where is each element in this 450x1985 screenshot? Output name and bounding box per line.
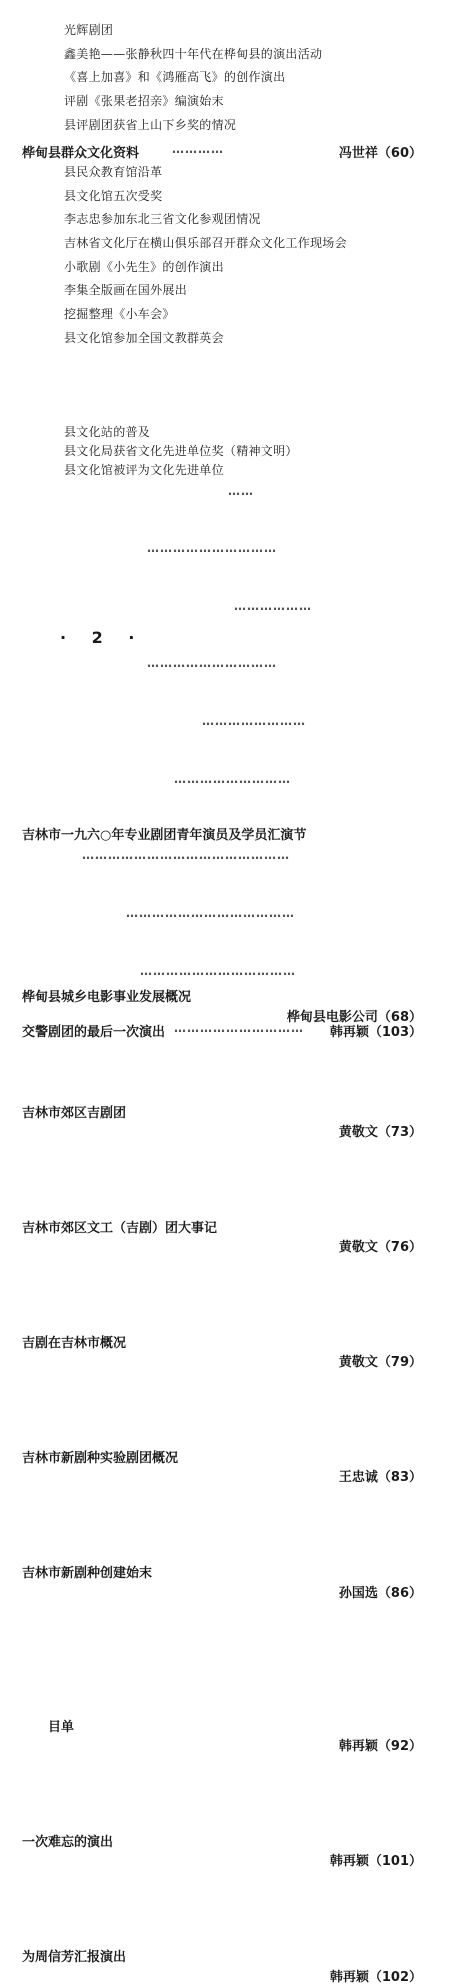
toc-entry-author-page: 冯世祥（60） bbox=[338, 146, 422, 161]
toc-entry-author-page: 韩再颖（101） bbox=[329, 1854, 422, 1870]
toc-entry-title: 目单 bbox=[48, 1719, 75, 1735]
toc-entry-title: 桦甸县群众文化资料 bbox=[22, 146, 140, 161]
toc-entry-title: 一次难忘的演出 bbox=[22, 1835, 114, 1851]
toc-entry-banhua: 李集全版画在国外展出 bbox=[64, 283, 188, 297]
toc-leader-dots: ……………… bbox=[234, 598, 312, 613]
toc-leader-dots: …………………… bbox=[202, 714, 306, 728]
toc-entry-minzhong: 县民众教育馆沿革 bbox=[64, 165, 163, 179]
toc-entry-title: 吉林市郊区文工（吉剧）团大事记 bbox=[22, 1220, 218, 1236]
toc-entry-xiaochehui: 挖掘整理《小车会》 bbox=[64, 307, 175, 321]
toc-entry-qunyinghui: 县文化馆参加全国文教群英会 bbox=[64, 331, 224, 345]
toc-entry-author-page: 黄敬文（73） bbox=[338, 1124, 422, 1140]
toc-entry-author-page: 王忠诚（83） bbox=[338, 1470, 422, 1486]
toc-entry-wuci: 县文化馆五次受奖 bbox=[64, 189, 163, 203]
toc-entry-xianjindanwei: 县文化馆被评为文化先进单位 bbox=[64, 463, 224, 478]
toc-leader-dots: ……………………………… bbox=[140, 963, 296, 978]
toc-entry-puji: 县文化站的普及 bbox=[64, 425, 151, 439]
toc-leader-dots: …… bbox=[228, 483, 254, 498]
toc-entry-title: 吉林市新剧种实验剧团概况 bbox=[22, 1451, 179, 1467]
toc-entry-author-page: 韩再颖（103） bbox=[329, 1025, 422, 1041]
toc-entry-xishang: 《喜上加喜》和《鸿雁高飞》的创作演出 bbox=[64, 70, 286, 84]
toc-entry-title: 吉林市新剧种创建始末 bbox=[22, 1566, 153, 1582]
toc-entry-guanghui: 光辉剧团 bbox=[64, 23, 114, 37]
toc-entry-author-page: 韩再颖（102） bbox=[329, 1969, 422, 1985]
toc-entry-author-page: 桦甸县电影公司（68） bbox=[286, 1009, 422, 1025]
toc-leader-dots: ………… bbox=[172, 142, 224, 156]
toc-entry-author-page: 韩再颖（92） bbox=[338, 1739, 422, 1755]
toc-leader-dots: ………………………………… bbox=[126, 906, 295, 920]
toc-entry-zhangguolao: 评剧《张果老招亲》编演始末 bbox=[64, 94, 224, 108]
toc-entry-title: 吉林市郊区吉剧团 bbox=[22, 1105, 127, 1121]
toc-entry-jiaojing bbox=[22, 1021, 422, 1041]
toc-entry-author-page: 孙国选（86） bbox=[338, 1585, 422, 1601]
toc-entry-xiaoxiansheng: 小歌剧《小先生》的创作演出 bbox=[64, 260, 224, 274]
toc-entry-jingshenwenming: 县文化局获省文化先进单位奖（精神文明） bbox=[64, 444, 298, 459]
toc-entry-huiyan: 吉林市一九六○年专业剧团青年演员及学员汇演节 bbox=[22, 828, 307, 844]
toc-entry-pingjutuan: 县评剧团获省上山下乡奖的情况 bbox=[64, 118, 237, 132]
toc-entry-title: 为周信芳汇报演出 bbox=[22, 1950, 127, 1966]
toc-entry-lizhizhong: 李志忠参加东北三省文化参观团情况 bbox=[64, 212, 261, 226]
toc-entry-qunzhong bbox=[22, 142, 422, 161]
toc-entry-xinmeiyan: 鑫美艳——张静秋四十年代在桦甸县的演出活动 bbox=[64, 47, 323, 61]
toc-leader-dots: ……………………… bbox=[174, 771, 291, 786]
toc-leader-dots: ………………………… bbox=[147, 541, 277, 556]
toc-entry-hengshan: 吉林省文化厅在横山俱乐部召开群众文化工作现场会 bbox=[64, 236, 347, 250]
toc-leader-dots: ………………………………………… bbox=[82, 848, 290, 863]
toc-entry-author-page: 黄敬文（76） bbox=[338, 1239, 422, 1255]
toc-entry-title: 吉剧在吉林市概况 bbox=[22, 1335, 127, 1351]
toc-entry-author-page: 黄敬文（79） bbox=[338, 1355, 422, 1371]
toc-leader-dots: ………………………… bbox=[174, 1021, 304, 1036]
toc-entry-title: 桦甸县城乡电影事业发展概况 bbox=[22, 990, 192, 1006]
toc-leader-dots: ………………………… bbox=[147, 656, 277, 671]
page-number: · 2 · bbox=[60, 628, 145, 647]
toc-entry-title: 交警剧团的最后一次演出 bbox=[22, 1025, 166, 1041]
